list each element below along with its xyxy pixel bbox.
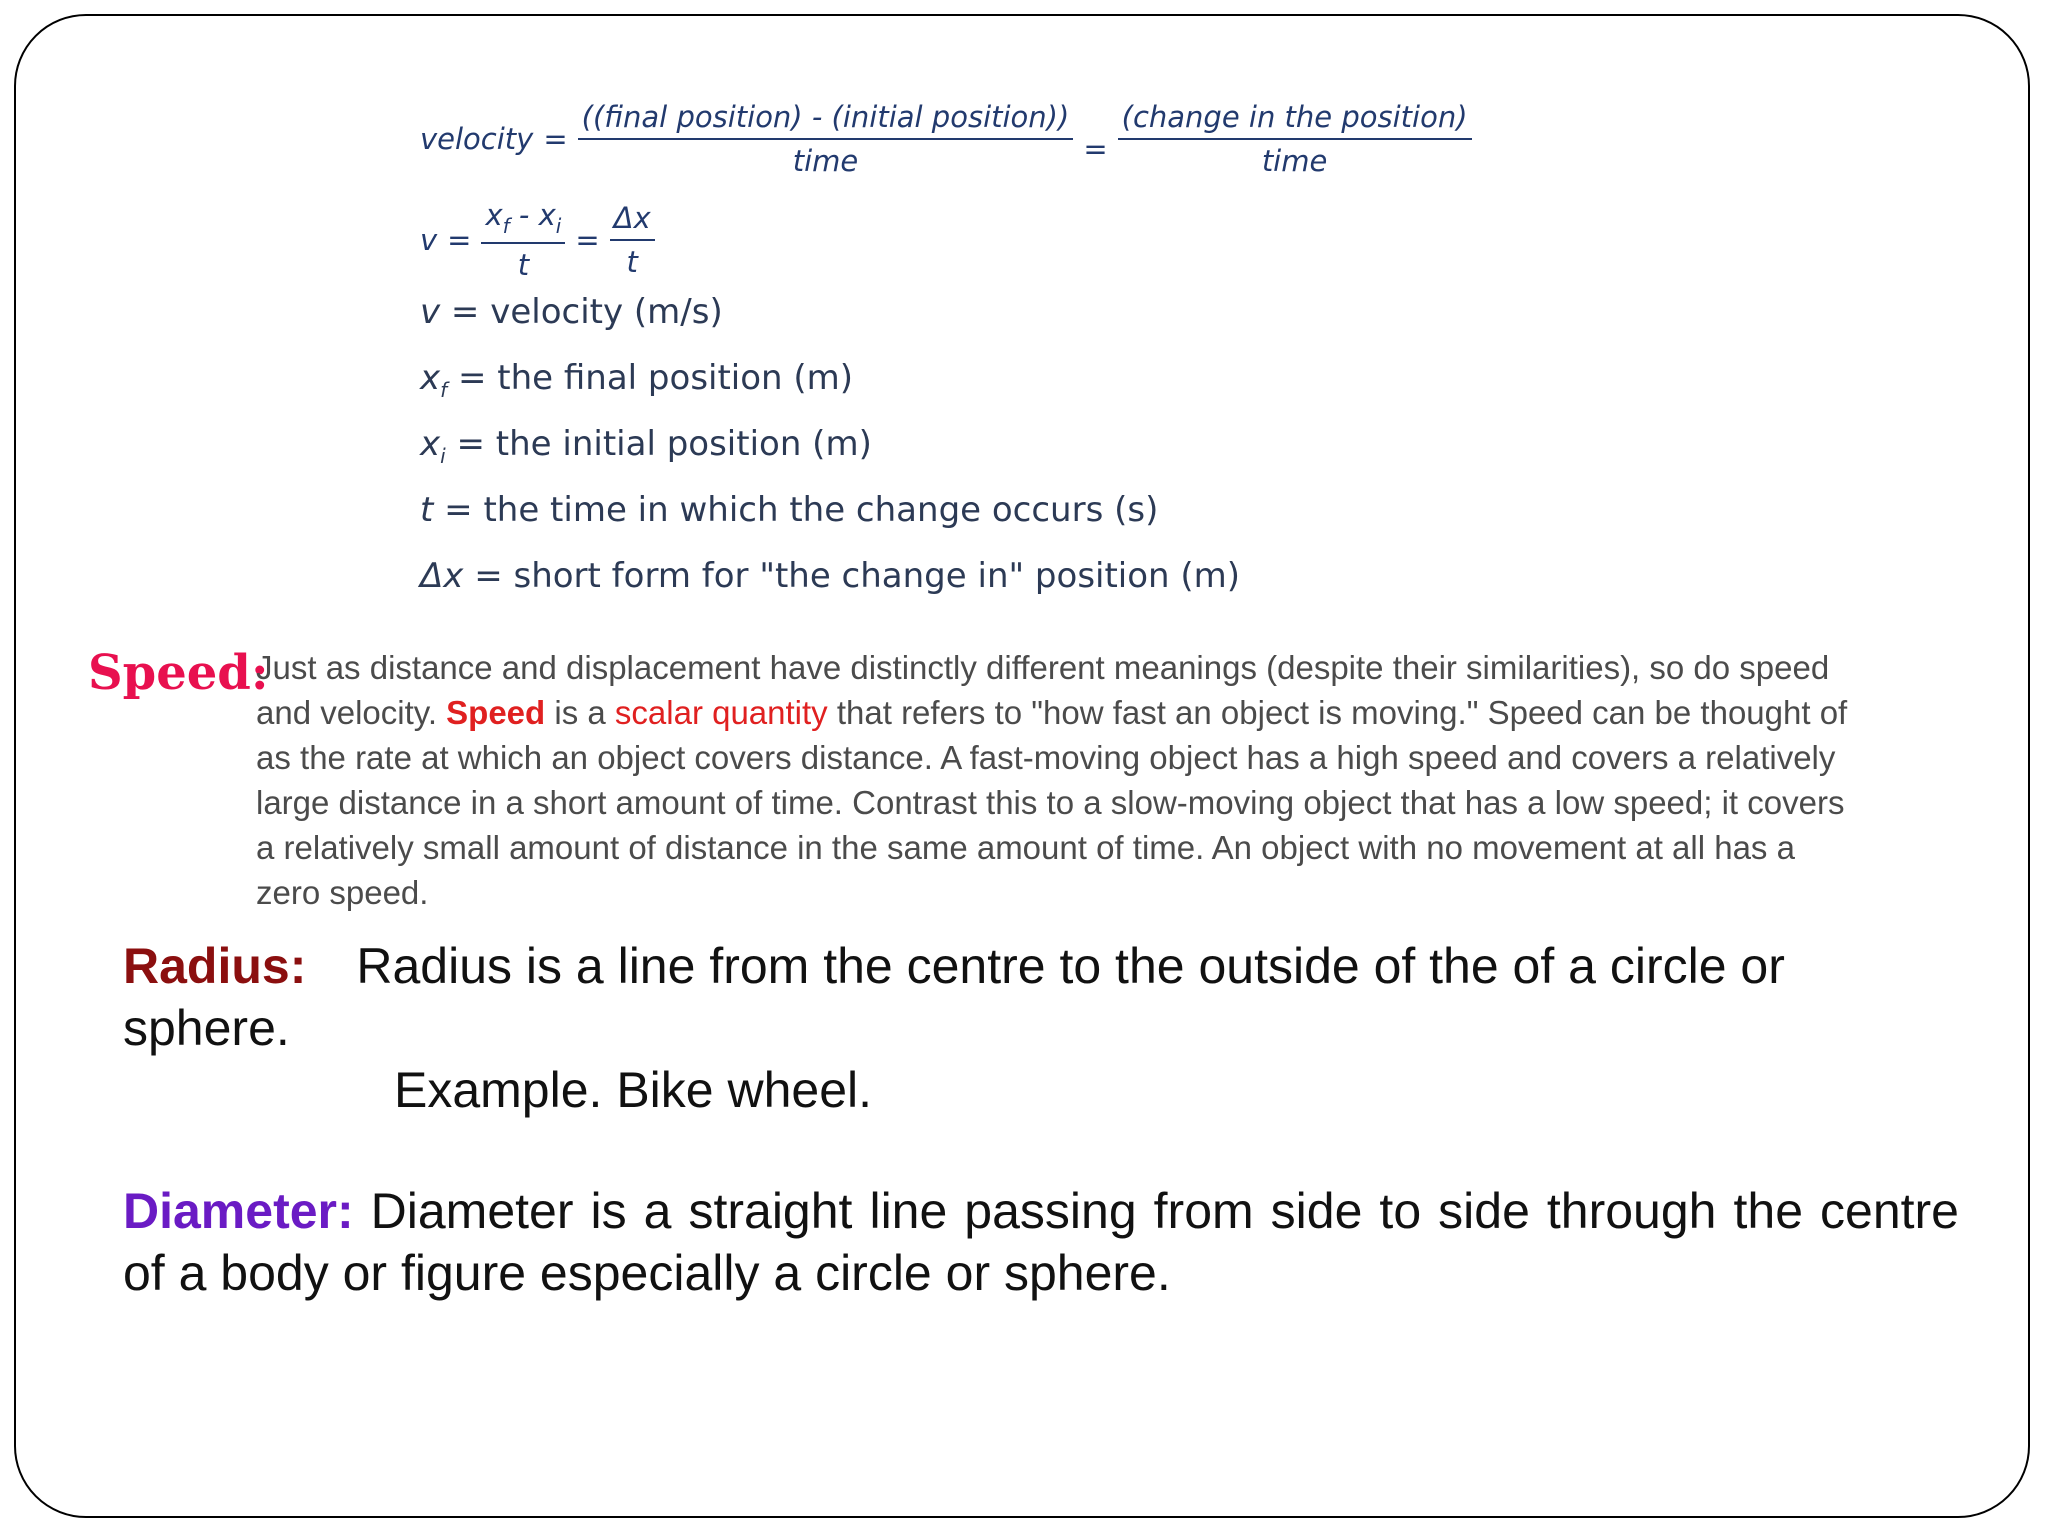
velocity-symbol-equation: v = $\frac{x_f - x_i}{t}$ = $\frac{\Delta x}{t}$ bbox=[420, 198, 655, 282]
fraction-change-in-position bbox=[1118, 100, 1472, 178]
fraction-delta-x-over-t bbox=[610, 201, 655, 279]
speed-heading: Speed: bbox=[88, 645, 269, 701]
fraction-numerator: (change in the position) bbox=[1118, 100, 1472, 140]
radius-example: Example. Bike wheel. bbox=[394, 1062, 873, 1118]
definition-delta-x: Δx = short form for "the change in" position (m) bbox=[420, 556, 1241, 596]
scalar-quantity-link[interactable]: scalar quantity bbox=[614, 694, 828, 731]
fraction-position-difference bbox=[578, 100, 1074, 178]
fraction-denominator: t bbox=[517, 248, 530, 282]
fraction-numerator: ((final position) - (initial position)) bbox=[578, 100, 1074, 140]
definition-v: v = velocity (m/s) bbox=[420, 292, 723, 332]
velocity-lhs: velocity bbox=[420, 122, 534, 156]
definition-xf: $x_f$ = the final position (m) bbox=[420, 358, 854, 402]
fraction-denominator: t bbox=[626, 245, 638, 279]
diameter-definition bbox=[123, 1180, 1959, 1304]
fraction-denominator: time bbox=[1261, 144, 1328, 178]
fraction-xf-minus-xi bbox=[481, 198, 565, 282]
speed-keyword: Speed bbox=[446, 694, 546, 731]
radius-definition bbox=[123, 935, 1883, 1059]
velocity-formula-image bbox=[420, 80, 1470, 620]
velocity-word-equation: velocity = $\frac{\text{((final position) - (initial position))}}{\text{time}}$ = $\frac{\text{(change in the position)}}{\text{time}}$ bbox=[420, 100, 1472, 178]
fraction-denominator: time bbox=[792, 144, 859, 178]
diameter-heading: Diameter: bbox=[123, 1183, 354, 1239]
definition-xi: $x_i$ = the initial position (m) bbox=[420, 424, 872, 468]
diameter-text: Diameter is a straight line passing from side to side through the centre of a body or figure especially a circle or sphere. bbox=[123, 1183, 1959, 1301]
radius-heading: Radius: bbox=[123, 938, 307, 994]
fraction-numerator: Δx bbox=[610, 201, 655, 241]
definition-t: t = the time in which the change occurs (s) bbox=[420, 490, 1159, 530]
radius-text: Radius is a line from the centre to the outside of the of a circle or sphere. bbox=[123, 938, 1785, 1056]
speed-paragraph: Just as distance and displacement have distinctly different meanings (despite their similarities), so do speed and velocity. Speed is a scalar quantity that refers to "how fast an object is moving." Speed can be thought of as the rate at which an object covers distance. A fast-moving object has a high speed and covers a relatively large distance in a short amount of time. Contrast this to a slow-moving object that has a low speed; it covers a relatively small amount of distance in the same amount of time. An object with no movement at all has a zero speed. bbox=[256, 649, 1848, 911]
v-lhs: v bbox=[420, 223, 438, 257]
fraction-numerator: $x_f - x_i$ bbox=[481, 198, 565, 244]
